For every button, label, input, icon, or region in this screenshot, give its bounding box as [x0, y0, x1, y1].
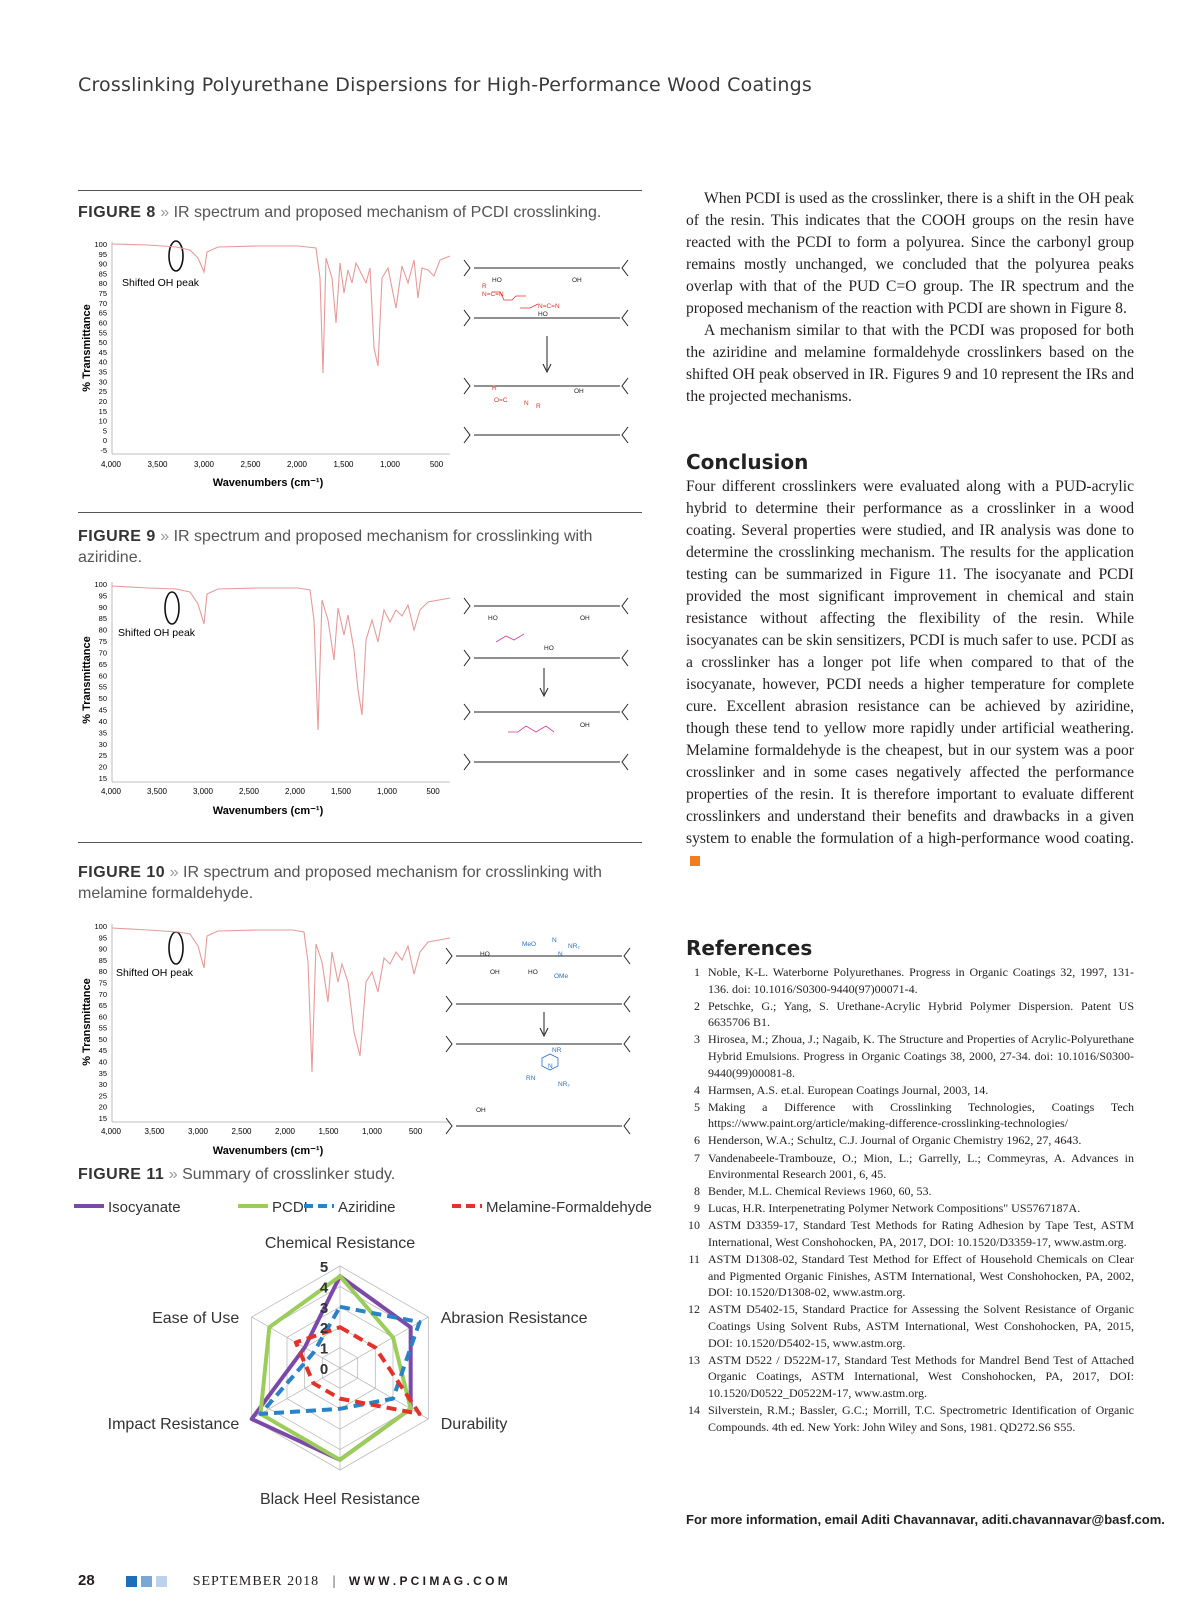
- svg-text:NR₂: NR₂: [568, 943, 580, 950]
- y-tick-label: 90: [98, 944, 107, 954]
- y-tick-label: 45: [98, 1046, 107, 1056]
- reference-item: 4 Harmsen, A.S. et.al. European Coatings Journal, 2003, 14.: [694, 1082, 989, 1097]
- y-tick-labels: [94, 922, 107, 1123]
- y-tick-label: 50: [98, 694, 107, 704]
- x-tick-label: 4,000: [100, 1127, 122, 1136]
- end-mark: [690, 856, 700, 866]
- y-tick-label: 15: [98, 1114, 107, 1123]
- figure-11-caption: FIGURE 11 » Summary of crosslinker study.: [78, 1166, 396, 1183]
- y-tick-label: 95: [98, 933, 107, 943]
- y-tick-label: 60: [98, 671, 107, 681]
- svg-text:NR: NR: [552, 1047, 562, 1054]
- y-tick-label: 100: [94, 240, 107, 249]
- svg-text:HO: HO: [528, 969, 538, 976]
- y-tick-label: 35: [98, 367, 107, 377]
- scale-label: 3: [319, 1299, 329, 1317]
- x-axis-label: Wavenumbers (cm⁻¹): [212, 477, 324, 489]
- x-tick-label: 2,000: [274, 1127, 296, 1136]
- shifted-oh-peak-label: Shifted OH peak: [122, 277, 200, 289]
- y-tick-label: 80: [98, 625, 107, 635]
- axis-label: Durability: [440, 1416, 508, 1433]
- running-header: Crosslinking Polyurethane Dispersions for High-Performance Wood Coatings: [78, 74, 813, 96]
- y-tick-label: 95: [98, 591, 107, 601]
- svg-text:OH: OH: [580, 722, 590, 729]
- x-tick-label: 1,000: [379, 460, 401, 469]
- y-tick-label: 80: [98, 967, 107, 977]
- y-tick-labels: [94, 240, 107, 455]
- x-tick-label: 2,000: [284, 787, 306, 796]
- y-tick-label: 45: [98, 705, 107, 715]
- y-tick-label: 55: [98, 328, 107, 338]
- page-footer: 28 SEPTEMBER 2018 | W W W . P C I M A G . C O M: [78, 1572, 508, 1589]
- figure-8-caption: FIGURE 8 » IR spectrum and proposed mechanism of PCDI crosslinking.: [78, 204, 602, 221]
- x-tick-label: 1,500: [318, 1127, 339, 1136]
- legend: [74, 1199, 652, 1216]
- x-tick-labels: [101, 787, 440, 796]
- svg-text:N: N: [558, 951, 563, 958]
- spectrum-line: [112, 586, 450, 730]
- y-tick-label: 25: [98, 751, 107, 761]
- y-tick-label: 5: [102, 426, 107, 436]
- shifted-oh-peak-label: Shifted OH peak: [118, 627, 196, 639]
- reference-item: 3 Hirosea, M.; Zhoua, J.; Nagaib, K. The Structure and Properties of Acrylic-Polyurethane Hybrid Emulsions. Progress in Organic Coatings 38, 2000, 27-34. doi: 10.1016/S0300-9440(99)00081-8.: [694, 1032, 1134, 1080]
- figure-10-caption: FIGURE 10 » IR spectrum and proposed mechanism for crosslinking with melamine formaldehyde.: [78, 864, 602, 902]
- y-tick-label: 85: [98, 955, 107, 965]
- svg-text:HO: HO: [488, 615, 498, 622]
- references-list: [686, 964, 1134, 1436]
- footer-square: [141, 1576, 152, 1587]
- svg-text:NR₂: NR₂: [558, 1081, 570, 1088]
- reference-item: 6 Henderson, W.A.; Schultz, C.J. Journal of Organic Chemistry 1962, 27, 4643.: [694, 1133, 1082, 1148]
- x-tick-label: 4,000: [100, 460, 122, 469]
- y-tick-label: 25: [98, 1091, 107, 1101]
- scale-label: 1: [319, 1340, 329, 1358]
- x-tick-label: 3,000: [187, 1127, 209, 1136]
- reference-item: 2 Petschke, G.; Yang, S. Urethane-Acrylic Hybrid Polymer Dispersion. Patent US 6635706 B1.: [694, 998, 1134, 1030]
- x-axis-label: Wavenumbers (cm⁻¹): [212, 805, 324, 817]
- svg-text:OH: OH: [574, 388, 584, 395]
- y-axis-label: % Transmittance: [81, 636, 93, 724]
- y-tick-label: 30: [98, 739, 107, 749]
- y-tick-label: 90: [98, 259, 107, 269]
- x-tick-label: 1,500: [333, 460, 354, 469]
- legend-entry: Melamine-Formaldehyde: [486, 1199, 652, 1216]
- references-heading: References: [686, 936, 813, 960]
- y-tick-label: 55: [98, 682, 107, 692]
- svg-text:HO: HO: [492, 277, 502, 284]
- footer-square: [156, 1576, 167, 1587]
- x-tick-label: 3,500: [147, 460, 168, 469]
- x-tick-label: 3,000: [192, 787, 214, 796]
- reference-item: 8 Bender, M.L. Chemical Reviews 1960, 60, 53.: [694, 1184, 932, 1199]
- svg-text:N: N: [524, 400, 529, 407]
- x-tick-label: 1,000: [376, 787, 398, 796]
- svg-text:O=C: O=C: [494, 397, 508, 404]
- figure-label: FIGURE 8: [78, 204, 156, 221]
- reference-item: 14 Silverstein, R.M.; Bassler, G.C.; Morrill, T.C. Spectrometric Identification of Organic Compounds. 4th ed. New York: John Wiley and Sons, 1981. QD272.S6 S55.: [688, 1402, 1134, 1434]
- conclusion-heading: Conclusion: [686, 450, 809, 474]
- svg-text:HO: HO: [544, 645, 554, 652]
- grid-spoke: [340, 1368, 428, 1419]
- svg-text:OH: OH: [572, 277, 582, 284]
- legend-entry: PCDI: [272, 1199, 308, 1216]
- y-axis-label: % Transmittance: [81, 304, 93, 392]
- reference-item: 12 ASTM D5402-15, Standard Practice for Assessing the Solvent Resistance of Organic Coatings Using Solvent Rubs, ASTM International, West Conshohocken, PA, 2015, DOI: 10.1520/D5402-15, www.astm.org.: [688, 1302, 1134, 1350]
- y-tick-label: 35: [98, 728, 107, 738]
- y-tick-label: 45: [98, 347, 107, 357]
- svg-text:OH: OH: [490, 969, 500, 976]
- y-tick-label: 75: [98, 978, 107, 988]
- x-tick-label: 2,500: [238, 787, 260, 796]
- x-tick-label: 2,500: [231, 1127, 252, 1136]
- shifted-oh-peak-label: Shifted OH peak: [116, 967, 194, 979]
- svg-text:N=C=N: N=C=N: [482, 291, 504, 298]
- y-tick-label: 70: [98, 298, 107, 308]
- page-number: 28: [78, 1572, 95, 1589]
- y-tick-label: 60: [98, 1012, 107, 1022]
- legend-entry: Isocyanate: [108, 1199, 181, 1216]
- reference-item: 7 Vandenabeele-Trambouze, O.; Mion, L.; Garrelly, L.; Commeyras, A. Advances in Environmental Research 2001, 6, 45.: [694, 1150, 1134, 1182]
- y-tick-label: 65: [98, 659, 107, 669]
- body-text-intro: [686, 188, 1134, 408]
- x-tick-label: 3,500: [146, 787, 168, 796]
- svg-text:HO: HO: [538, 311, 548, 318]
- y-tick-label: 15: [98, 406, 107, 416]
- y-tick-label: 80: [98, 279, 107, 289]
- x-tick-label: 4,000: [100, 787, 122, 796]
- axis-label: Ease of Use: [152, 1310, 240, 1327]
- y-tick-label: 30: [98, 377, 107, 387]
- svg-text:MeO: MeO: [522, 941, 537, 948]
- x-tick-label: 1,000: [361, 1127, 383, 1136]
- scale-label: 0: [319, 1361, 329, 1378]
- figure-9-ir-spectrum: [78, 580, 458, 820]
- y-axis-label: % Transmittance: [81, 978, 93, 1066]
- figure-9-caption: FIGURE 9 » IR spectrum and proposed mechanism for crosslinking with aziridine.: [78, 528, 593, 566]
- y-tick-label: 55: [98, 1023, 107, 1033]
- y-tick-label: 40: [98, 716, 107, 726]
- figure-10-rule: [78, 842, 642, 843]
- svg-text:R: R: [482, 283, 487, 290]
- y-tick-label: 75: [98, 289, 107, 299]
- figure-9-mechanism: [452, 582, 642, 780]
- svg-text:N: N: [548, 1063, 553, 1070]
- x-tick-labels: [101, 1127, 423, 1136]
- footer-square: [126, 1576, 137, 1587]
- y-tick-label: 85: [98, 269, 107, 279]
- paragraph: Four different crosslinkers were evaluated along with a PUD-acrylic hybrid to determine their performance as a crosslinker in a wood coating. Several properties were studied, and IR analysis was done to determine the crosslinking mechanism. The results for the application testing can be summarized in Figure 11. The isocyanate and PCDI provided the most significant improvement in chemical and stain resistance without affecting the flexibility of the resin. While isocyanates can be skin sensitizers, PCDI is much safer to use. PCDI as a crosslinker has a longer pot life when compared to that of the isocyanate, however, PCDI needs a higher temperature for complete cure. Excellent abrasion resistance can be achieved by aziridine, though these tend to yellow more rapidly under artificial weathering. Melamine formaldehyde is the cheapest, but in our system was a poor crosslinker and in some cases negatively affected the performance properties of the resin. It is therefore important to evaluate different crosslinkers and understand their benefits and drawbacks in a given system to enable the formulation of a high-performance wood coating.: [686, 478, 1134, 847]
- website-url: W W W . P C I M A G . C O M: [348, 1574, 508, 1588]
- y-tick-label: 10: [98, 416, 107, 426]
- y-tick-label: 95: [98, 249, 107, 259]
- svg-text:OMe: OMe: [554, 973, 569, 980]
- legend-entry: Aziridine: [338, 1199, 396, 1216]
- oh-peak-circle: [165, 592, 179, 624]
- svg-text:N=C=N: N=C=N: [538, 303, 560, 310]
- y-tick-labels: [94, 580, 107, 783]
- y-tick-label: 40: [98, 357, 107, 367]
- figure-10-ir-spectrum: [78, 922, 458, 1160]
- y-tick-label: -5: [100, 446, 107, 455]
- y-tick-label: 20: [98, 762, 107, 772]
- y-tick-label: 20: [98, 396, 107, 406]
- conclusion-text: [686, 476, 1134, 872]
- y-tick-label: 100: [94, 580, 107, 589]
- reference-item: 10 ASTM D3359-17, Standard Test Methods for Rating Adhesion by Tape Test, ASTM International, West Conshohocken, PA, 2017, DOI: 10.1520/D3359-17, www.astm.org.: [688, 1218, 1134, 1249]
- y-tick-label: 50: [98, 1034, 107, 1044]
- x-axis-label: Wavenumbers (cm⁻¹): [212, 1145, 324, 1157]
- y-tick-label: 35: [98, 1068, 107, 1078]
- y-tick-label: 60: [98, 318, 107, 328]
- oh-peak-circle: [169, 241, 183, 271]
- y-tick-label: 65: [98, 1001, 107, 1011]
- reference-item: 9 Lucas, H.R. Interpenetrating Polymer Network Compositions" US5767187A.: [694, 1201, 1081, 1216]
- svg-text:OH: OH: [580, 615, 590, 622]
- figure-11-radar-chart: [72, 1196, 652, 1532]
- y-tick-label: 25: [98, 387, 107, 397]
- y-tick-label: 70: [98, 648, 107, 658]
- y-tick-label: 85: [98, 614, 107, 624]
- y-tick-label: 15: [98, 774, 107, 783]
- y-tick-label: 75: [98, 637, 107, 647]
- figure-8-rule: [78, 190, 642, 191]
- y-tick-label: 65: [98, 308, 107, 318]
- svg-text:RN: RN: [526, 1075, 536, 1082]
- y-tick-label: 30: [98, 1080, 107, 1090]
- x-tick-label: 2,000: [286, 460, 308, 469]
- y-tick-label: 90: [98, 602, 107, 612]
- x-tick-label: 1,500: [330, 787, 352, 796]
- svg-text:HO: HO: [480, 951, 490, 958]
- paragraph: When PCDI is used as the crosslinker, there is a shift in the OH peak of the resin. This indicates that the COOH groups on the resin have reacted with the PCDI to form a polyurea. Since the carbonyl group remains mostly unchanged, we concluded that the polyurea peaks overlap with that of the PUD C=O group. The IR spectrum and the proposed mechanism of the reaction with PCDI are shown in Figure 8.: [686, 190, 1134, 317]
- scale-label: 4: [319, 1279, 329, 1297]
- y-tick-label: 20: [98, 1102, 107, 1112]
- figure-8-mechanism: [452, 240, 642, 452]
- y-tick-label: 100: [94, 922, 107, 931]
- issue-date: SEPTEMBER 2018: [192, 1574, 320, 1589]
- y-tick-label: 70: [98, 989, 107, 999]
- spectrum-line: [112, 244, 450, 373]
- x-tick-labels: [101, 460, 444, 469]
- axis-label: Abrasion Resistance: [440, 1310, 588, 1327]
- x-tick-label: 2,500: [240, 460, 261, 469]
- scale-label: 2: [319, 1320, 329, 1338]
- contact-line: For more information, email Aditi Chavannavar, aditi.chavannavar@basf.com.: [686, 1512, 1165, 1527]
- svg-text:R: R: [536, 403, 541, 410]
- svg-text:OH: OH: [476, 1107, 486, 1114]
- x-tick-label: 500: [408, 1127, 423, 1136]
- oh-peak-circle: [169, 932, 183, 964]
- y-tick-label: 50: [98, 338, 107, 348]
- axis-label: Chemical Resistance: [264, 1235, 416, 1252]
- y-tick-label: 0: [102, 436, 107, 446]
- x-tick-label: 500: [426, 787, 440, 796]
- svg-text:R: R: [492, 385, 497, 392]
- svg-text:N: N: [552, 937, 557, 944]
- figure-9-rule: [78, 512, 642, 513]
- spectrum-line: [112, 928, 450, 1072]
- scale-label: 5: [319, 1259, 329, 1276]
- figure-8-ir-spectrum: [78, 238, 458, 498]
- axis-label: Impact Resistance: [107, 1416, 240, 1433]
- x-tick-label: 3,000: [193, 460, 215, 469]
- axis-label: Black Heel Resistance: [259, 1491, 421, 1508]
- x-tick-label: 3,500: [144, 1127, 165, 1136]
- reference-item: 1 Noble, K-L. Waterborne Polyurethanes. Progress in Organic Coatings 32, 1997, 131-136. doi: 10.1016/S0300-9440(97)00071-4.: [694, 965, 1134, 996]
- reference-item: 11 ASTM D1308-02, Standard Test Method for Effect of Household Chemicals on Clear and Pigmented Organic Finishes, ASTM International, West Conshohocken, PA, 2002, DOI: 10.1520/D1308-02, www.astm.org.: [688, 1252, 1134, 1300]
- x-tick-label: 500: [429, 460, 444, 469]
- paragraph: A mechanism similar to that with the PCDI was proposed for both the aziridine and melamine formaldehyde crosslinkers based on the shifted OH peak observed in IR. Figures 9 and 10 represent the IRs and the projected mechanisms.: [686, 322, 1134, 405]
- reference-item: 13 ASTM D522 / D522M-17, Standard Test Methods for Mandrel Bend Test of Attached Organic Coatings, ASTM International, West Conshohocken, PA, 2017, DOI: 10.1520/D0522_D0522M-17, www.astm.org.: [688, 1352, 1134, 1400]
- y-tick-label: 40: [98, 1057, 107, 1067]
- figure-10-mechanism: [432, 916, 644, 1146]
- reference-item: 5 Making a Difference with Crosslinking Technologies, Coatings Tech https://www.paint.org/article/making-difference-crosslinking-technologies/: [694, 1099, 1134, 1131]
